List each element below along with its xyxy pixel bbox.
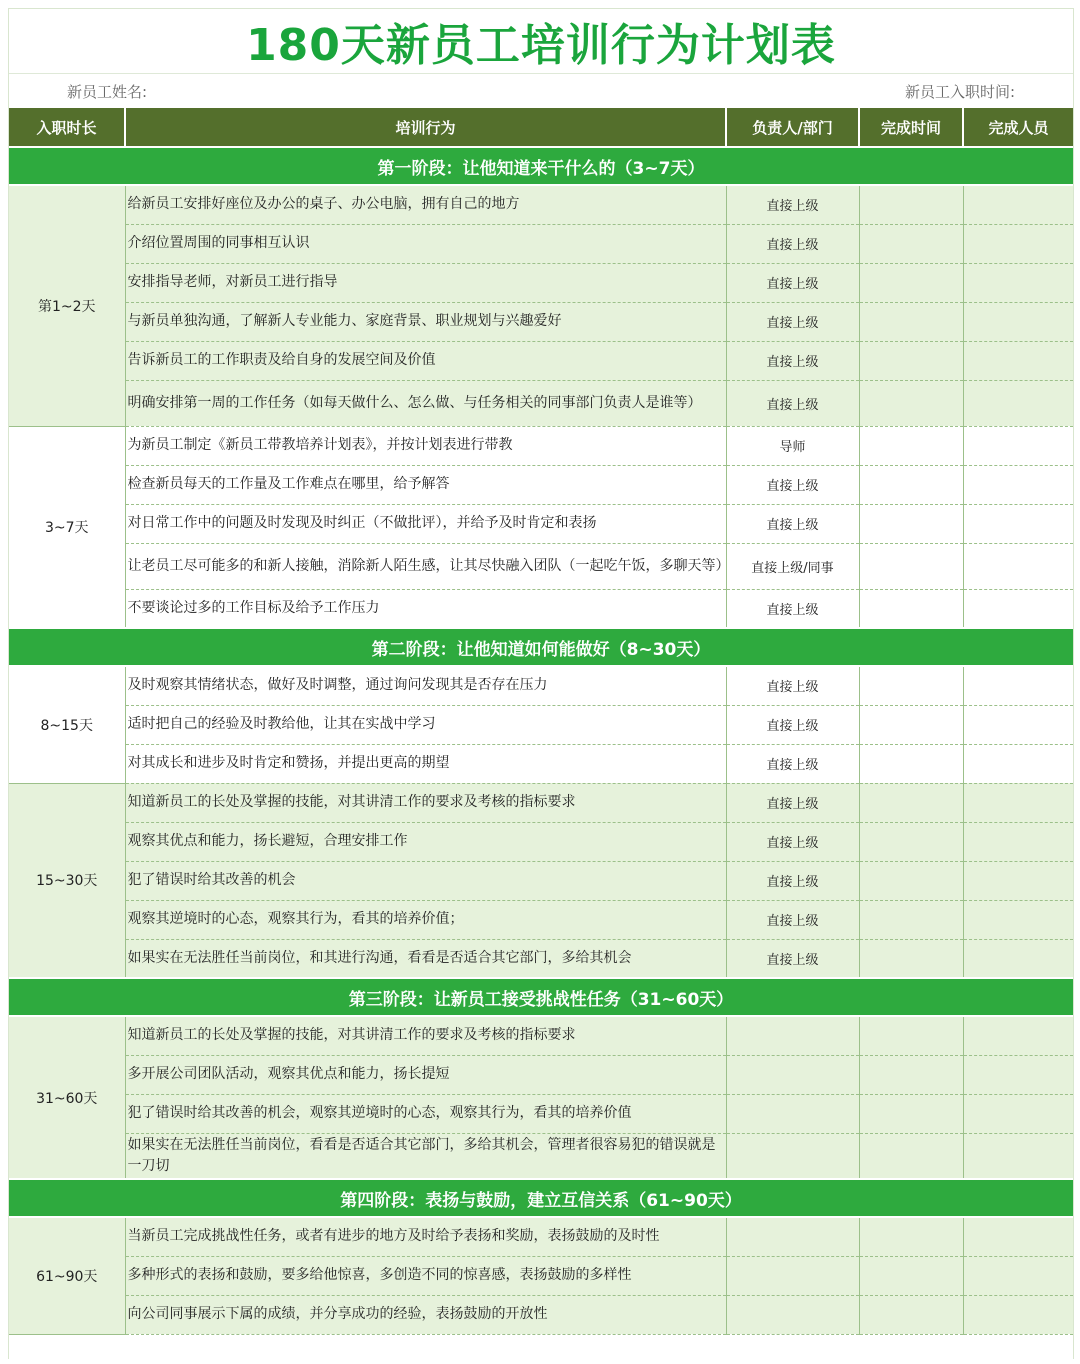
table-row [9, 1217, 1073, 1256]
header-row [9, 108, 1073, 147]
activity-cell: 观察其逆境时的心态，观察其行为，看其的培养价值； [125, 900, 726, 939]
header-activity: 培训行为 [125, 108, 726, 147]
finisher-cell[interactable] [963, 1016, 1073, 1055]
stage-row [9, 978, 1073, 1016]
finisher-cell[interactable] [963, 744, 1073, 783]
finisher-cell[interactable] [963, 380, 1073, 426]
table-row [9, 380, 1073, 426]
activity-cell: 观察其优点和能力，扬长避短，合理安排工作 [125, 822, 726, 861]
period-cell: 31~60天 [9, 1016, 125, 1179]
owner-cell: 直接上级 [726, 263, 859, 302]
table-row [9, 1295, 1073, 1334]
period-cell: 8~15天 [9, 666, 125, 783]
finisher-cell[interactable] [963, 666, 1073, 705]
period-cell: 15~30天 [9, 783, 125, 978]
activity-cell: 当新员工完成挑战性任务，或者有进步的地方及时给予表扬和奖励，表扬鼓励的及时性 [125, 1217, 726, 1256]
stage-title: 第二阶段：让他知道如何能做好（8~30天） [9, 628, 1073, 666]
owner-cell [726, 1217, 859, 1256]
finisher-cell[interactable] [963, 1295, 1073, 1334]
owner-cell: 直接上级 [726, 341, 859, 380]
owner-cell: 直接上级 [726, 224, 859, 263]
owner-cell: 直接上级 [726, 504, 859, 543]
owner-cell: 直接上级 [726, 589, 859, 628]
finish-time-cell[interactable] [859, 939, 963, 978]
page-title: 180天新员工培训行为计划表 [246, 20, 836, 71]
finish-time-cell[interactable] [859, 1217, 963, 1256]
activity-cell: 如果实在无法胜任当前岗位，和其进行沟通，看看是否适合其它部门，多给其机会 [125, 939, 726, 978]
plan-sheet [8, 8, 1074, 1359]
owner-cell: 导师 [726, 426, 859, 465]
table-row [9, 543, 1073, 589]
owner-cell: 直接上级 [726, 822, 859, 861]
activity-cell: 犯了错误时给其改善的机会，观察其逆境时的心态，观察其行为，看其的培养价值 [125, 1094, 726, 1133]
owner-cell [726, 1256, 859, 1295]
activity-cell: 知道新员工的长处及掌握的技能，对其讲清工作的要求及考核的指标要求 [125, 1016, 726, 1055]
finisher-cell[interactable] [963, 1256, 1073, 1295]
activity-cell: 适时把自己的经验及时教给他，让其在实战中学习 [125, 705, 726, 744]
stage-title: 第一阶段：让他知道来干什么的（3~7天） [9, 147, 1073, 185]
finisher-cell[interactable] [963, 465, 1073, 504]
owner-cell [726, 1295, 859, 1334]
header-finish-time: 完成时间 [859, 108, 963, 147]
finish-time-cell[interactable] [859, 1016, 963, 1055]
finish-time-cell[interactable] [859, 1055, 963, 1094]
activity-cell: 介绍位置周围的同事相互认识 [125, 224, 726, 263]
hire-date-label: 新员工入职时间: [904, 82, 1015, 101]
stage-row [9, 628, 1073, 666]
table-row [9, 302, 1073, 341]
owner-cell: 直接上级 [726, 185, 859, 224]
finish-time-cell[interactable] [859, 263, 963, 302]
activity-cell: 多种形式的表扬和鼓励，要多给他惊喜，多创造不同的惊喜感，表扬鼓励的多样性 [125, 1256, 726, 1295]
activity-cell: 安排指导老师，对新员工进行指导 [125, 263, 726, 302]
table-row [9, 861, 1073, 900]
stage-title: 第三阶段：让新员工接受挑战性任务（31~60天） [9, 978, 1073, 1016]
period-cell: 61~90天 [9, 1217, 125, 1334]
activity-cell: 对其成长和进步及时肯定和赞扬，并提出更高的期望 [125, 744, 726, 783]
finisher-cell[interactable] [963, 426, 1073, 465]
finisher-cell[interactable] [963, 783, 1073, 822]
table-row [9, 1016, 1073, 1055]
owner-cell [726, 1094, 859, 1133]
header-finisher: 完成人员 [963, 108, 1073, 147]
finisher-cell[interactable] [963, 705, 1073, 744]
table-row [9, 705, 1073, 744]
owner-cell: 直接上级 [726, 900, 859, 939]
employee-name-label: 新员工姓名: [67, 82, 148, 101]
stage-row [9, 147, 1073, 185]
info-row [9, 73, 1073, 108]
table-row [9, 744, 1073, 783]
owner-cell [726, 1055, 859, 1094]
table-row [9, 504, 1073, 543]
owner-cell [726, 1133, 859, 1179]
finisher-cell[interactable] [963, 861, 1073, 900]
finish-time-cell[interactable] [859, 783, 963, 822]
finish-time-cell[interactable] [859, 224, 963, 263]
finisher-cell[interactable] [963, 185, 1073, 224]
finisher-cell[interactable] [963, 302, 1073, 341]
finisher-cell[interactable] [963, 900, 1073, 939]
table-row [9, 900, 1073, 939]
finish-time-cell[interactable] [859, 1133, 963, 1179]
finisher-cell[interactable] [963, 263, 1073, 302]
activity-cell: 及时观察其情绪状态，做好及时调整，通过询问发现其是否存在压力 [125, 666, 726, 705]
activity-cell: 如果实在无法胜任当前岗位，看看是否适合其它部门，多给其机会，管理者很容易犯的错误就是一刀切 [125, 1133, 726, 1179]
table-row [9, 185, 1073, 224]
finish-time-cell[interactable] [859, 900, 963, 939]
finish-time-cell[interactable] [859, 185, 963, 224]
table-row [9, 666, 1073, 705]
activity-cell: 为新员工制定《新员工带教培养计划表》，并按计划表进行带教 [125, 426, 726, 465]
table-row [9, 224, 1073, 263]
finisher-cell[interactable] [963, 1055, 1073, 1094]
finish-time-cell[interactable] [859, 465, 963, 504]
finish-time-cell[interactable] [859, 705, 963, 744]
owner-cell: 直接上级 [726, 744, 859, 783]
finish-time-cell[interactable] [859, 380, 963, 426]
table-row [9, 465, 1073, 504]
finisher-cell[interactable] [963, 224, 1073, 263]
finisher-cell[interactable] [963, 341, 1073, 380]
owner-cell: 直接上级 [726, 783, 859, 822]
period-cell: 3~7天 [9, 426, 125, 628]
owner-cell: 直接上级 [726, 302, 859, 341]
table-row [9, 1256, 1073, 1295]
table-row [9, 783, 1073, 822]
activity-cell: 明确安排第一周的工作任务（如每天做什么、怎么做、与任务相关的同事部门负责人是谁等） [125, 380, 726, 426]
finish-time-cell[interactable] [859, 744, 963, 783]
finish-time-cell[interactable] [859, 666, 963, 705]
finisher-cell[interactable] [963, 589, 1073, 628]
finish-time-cell[interactable] [859, 341, 963, 380]
owner-cell: 直接上级 [726, 380, 859, 426]
table-row [9, 263, 1073, 302]
finish-time-cell[interactable] [859, 302, 963, 341]
activity-cell: 与新员单独沟通，了解新人专业能力、家庭背景、职业规划与兴趣爱好 [125, 302, 726, 341]
owner-cell: 直接上级/同事 [726, 543, 859, 589]
owner-cell: 直接上级 [726, 705, 859, 744]
header-period: 入职时长 [9, 108, 125, 147]
table-row [9, 939, 1073, 978]
activity-cell: 犯了错误时给其改善的机会 [125, 861, 726, 900]
finish-time-cell[interactable] [859, 589, 963, 628]
owner-cell: 直接上级 [726, 939, 859, 978]
finish-time-cell[interactable] [859, 426, 963, 465]
finisher-cell[interactable] [963, 504, 1073, 543]
table-row [9, 822, 1073, 861]
finisher-cell[interactable] [963, 939, 1073, 978]
owner-cell: 直接上级 [726, 666, 859, 705]
activity-cell: 知道新员工的长处及掌握的技能，对其讲清工作的要求及考核的指标要求 [125, 783, 726, 822]
finisher-cell[interactable] [963, 822, 1073, 861]
finish-time-cell[interactable] [859, 861, 963, 900]
table-row [9, 426, 1073, 465]
activity-cell: 告诉新员工的工作职责及给自身的发展空间及价值 [125, 341, 726, 380]
plan-body [9, 147, 1073, 1334]
period-cell: 第1~2天 [9, 185, 125, 426]
finisher-cell[interactable] [963, 1217, 1073, 1256]
finish-time-cell[interactable] [859, 504, 963, 543]
header-owner: 负责人/部门 [726, 108, 859, 147]
stage-title: 第四阶段：表扬与鼓励，建立互信关系（61~90天） [9, 1179, 1073, 1217]
table-row [9, 1133, 1073, 1179]
finish-time-cell[interactable] [859, 543, 963, 589]
owner-cell [726, 1016, 859, 1055]
activity-cell: 给新员工安排好座位及办公的桌子、办公电脑，拥有自己的地方 [125, 185, 726, 224]
finish-time-cell[interactable] [859, 1094, 963, 1133]
table-row [9, 1094, 1073, 1133]
activity-cell: 让老员工尽可能多的和新人接触，消除新人陌生感，让其尽快融入团队（一起吃午饭，多聊天等） [125, 543, 726, 589]
table-row [9, 341, 1073, 380]
finisher-cell[interactable] [963, 1133, 1073, 1179]
finisher-cell[interactable] [963, 1094, 1073, 1133]
finish-time-cell[interactable] [859, 1256, 963, 1295]
activity-cell: 不要谈论过多的工作目标及给予工作压力 [125, 589, 726, 628]
plan-table [9, 108, 1073, 1335]
activity-cell: 检查新员每天的工作量及工作难点在哪里，给予解答 [125, 465, 726, 504]
finish-time-cell[interactable] [859, 1295, 963, 1334]
table-row [9, 589, 1073, 628]
finisher-cell[interactable] [963, 543, 1073, 589]
activity-cell: 对日常工作中的问题及时发现及时纠正（不做批评），并给予及时肯定和表扬 [125, 504, 726, 543]
table-row [9, 1055, 1073, 1094]
stage-row [9, 1179, 1073, 1217]
owner-cell: 直接上级 [726, 465, 859, 504]
activity-cell: 多开展公司团队活动，观察其优点和能力，扬长提短 [125, 1055, 726, 1094]
owner-cell: 直接上级 [726, 861, 859, 900]
finish-time-cell[interactable] [859, 822, 963, 861]
activity-cell: 向公司同事展示下属的成绩，并分享成功的经验，表扬鼓励的开放性 [125, 1295, 726, 1334]
